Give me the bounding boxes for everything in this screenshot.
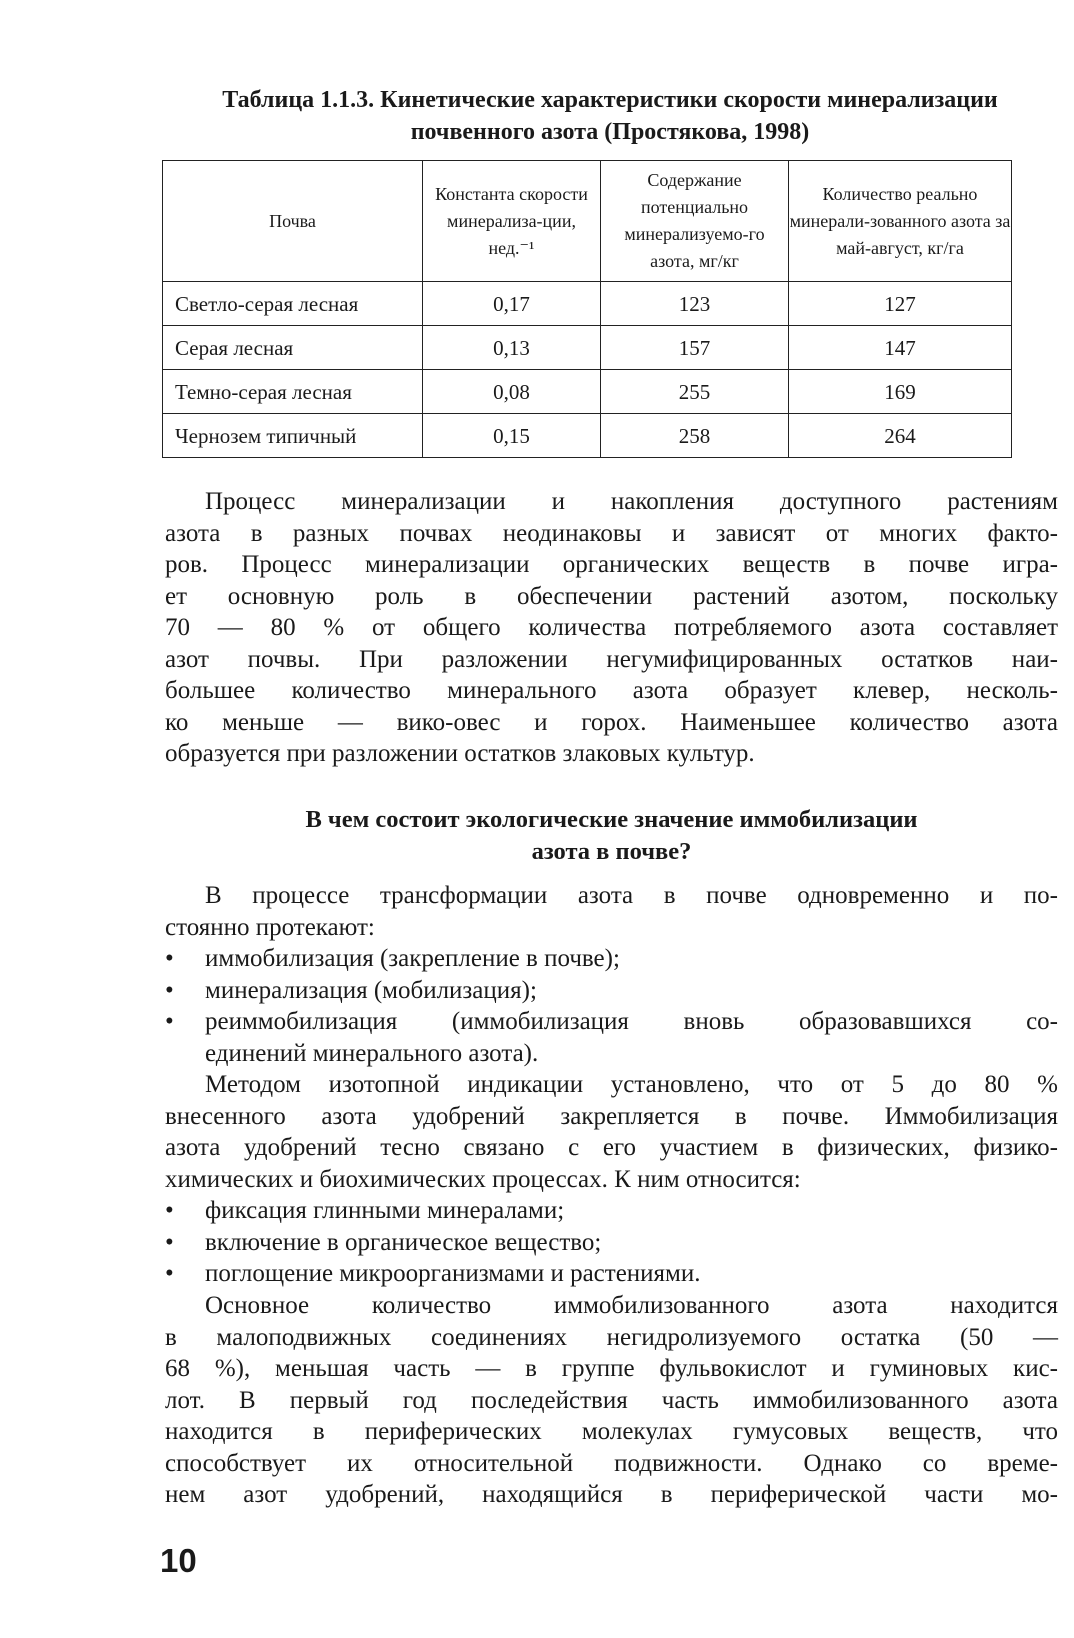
text-line: химических и биохимических процессах. К ним относится:	[165, 1165, 801, 1193]
text-line: образуется при разложении остатков злаковых культур.	[165, 740, 755, 767]
cell-mineralized-nitrogen: 264	[789, 414, 1012, 458]
table-row	[163, 370, 1012, 414]
bullet-list-immobilization	[165, 1195, 1058, 1290]
text-line: в малоподвижных соединениях негидролизуемого остатка (50 —	[165, 1323, 1058, 1351]
text-line: 68 %), меньшая часть — в группе фульвокислот и гуминовых кис-	[165, 1355, 1058, 1382]
cell-mineralized-nitrogen: 127	[789, 282, 1012, 326]
text-line: ров. Процесс минерализации органических веществ в почве игра-	[165, 551, 1058, 578]
cell-soil: Светло-серая лесная	[163, 282, 423, 326]
text-line: ко меньше — вико-овес и горох. Наименьшее количество азота	[165, 708, 1058, 736]
text-line: 70 — 80 % от общего количества потребляемого азота составляет	[165, 614, 1058, 641]
cell-potential-nitrogen: 258	[601, 414, 789, 458]
text-line: азота удобрений тесно связано с его участием в физических, физико-	[165, 1134, 1058, 1161]
table-row	[163, 326, 1012, 370]
cell-potential-nitrogen: 157	[601, 326, 789, 370]
cell-mineralized-nitrogen: 147	[789, 326, 1012, 370]
list-item-text: поглощение микроорганизмами и растениями.	[205, 1260, 701, 1287]
bullet-list-processes	[165, 943, 1058, 1069]
list-item	[165, 1227, 1058, 1259]
text-line: стоянно протекают:	[165, 913, 375, 941]
text-line: Методом изотопной индикации установлено, что от 5 до 80 %	[205, 1071, 1058, 1098]
list-item-text: минерализация (мобилизация);	[205, 976, 537, 1004]
bullet-icon: •	[165, 945, 174, 972]
list-item	[165, 943, 1058, 975]
page-number: 10	[160, 1542, 197, 1579]
bullet-icon: •	[165, 976, 174, 1004]
header-mineralized-nitrogen: Количество реально минерали-зованного азота за май-август, кг/га	[789, 161, 1012, 282]
text-line: находится в периферических молекулах гумусовых веществ, что	[165, 1418, 1058, 1445]
table-caption-line: почвенного азота (Простякова, 1998)	[410, 119, 810, 145]
paragraph-immobilized-nitrogen	[165, 1290, 1058, 1511]
table-header-row	[163, 161, 1012, 282]
list-item-text: реиммобилизация (иммобилизация вновь образовавшихся со-	[205, 1008, 1058, 1035]
cell-mineralized-nitrogen: 169	[789, 370, 1012, 414]
table-caption	[160, 84, 1060, 148]
text-line: способствует их относительной подвижности. Однако со време-	[165, 1449, 1058, 1477]
section-heading-line: азота в почве?	[531, 838, 692, 865]
cell-soil: Серая лесная	[163, 326, 423, 370]
table-row	[163, 414, 1012, 458]
cell-potential-nitrogen: 255	[601, 370, 789, 414]
text-line: В процессе трансформации азота в почве одновременно и по-	[205, 882, 1058, 909]
paragraph-transformation	[165, 880, 1058, 943]
section-heading	[165, 804, 1058, 868]
section-heading-line: В чем состоит экологические значение иммобилизации	[305, 806, 918, 833]
cell-rate-constant: 0,08	[423, 370, 601, 414]
text-line: азот почвы. При разложении негумифицированных остатков наи-	[165, 645, 1058, 673]
list-item-text: единений минерального азота).	[205, 1039, 539, 1067]
header-potential-nitrogen: Содержание потенциально минерализуемо-го азота, мг/кг	[601, 161, 789, 282]
table-row	[163, 282, 1012, 326]
cell-rate-constant: 0,13	[423, 326, 601, 370]
text-line: азота в разных почвах неодинаковы и зависят от многих факто-	[165, 519, 1058, 547]
table-caption-line: Таблица 1.1.3. Кинетические характеристики скорости минерализации	[222, 87, 998, 113]
bullet-icon: •	[165, 1008, 174, 1035]
cell-soil: Темно-серая лесная	[163, 370, 423, 414]
text-line: нем азот удобрений, находящийся в периферической части мо-	[165, 1481, 1058, 1508]
bullet-icon: •	[165, 1197, 174, 1224]
list-item	[165, 1006, 1058, 1069]
paragraph-isotope	[165, 1069, 1058, 1195]
text-line: Основное количество иммобилизованного азота находится	[205, 1292, 1058, 1319]
paragraph-mineralization	[165, 486, 1058, 770]
header-soil: Почва	[163, 161, 423, 282]
list-item-text: иммобилизация (закрепление в почве);	[205, 945, 620, 972]
text-line: лот. В первый год последействия часть иммобилизованного азота	[165, 1386, 1058, 1414]
mineralization-table	[162, 160, 1012, 458]
list-item	[165, 975, 1058, 1007]
header-rate-constant: Константа скорости минерализа-ции, нед.⁻¹	[423, 161, 601, 282]
list-item-text: включение в органическое вещество;	[205, 1228, 602, 1256]
list-item-text: фиксация глинными минералами;	[205, 1197, 565, 1224]
text-line: ет основную роль в обеспечении растений азотом, поскольку	[165, 582, 1058, 610]
bullet-icon: •	[165, 1228, 174, 1256]
text-line: внесенного азота удобрений закрепляется в почве. Иммобилизация	[165, 1102, 1058, 1130]
text-line: Процесс минерализации и накопления доступного растениям	[205, 488, 1058, 515]
cell-potential-nitrogen: 123	[601, 282, 789, 326]
bullet-icon: •	[165, 1260, 174, 1287]
cell-rate-constant: 0,15	[423, 414, 601, 458]
cell-soil: Чернозем типичный	[163, 414, 423, 458]
list-item	[165, 1195, 1058, 1227]
list-item	[165, 1258, 1058, 1290]
cell-rate-constant: 0,17	[423, 282, 601, 326]
text-line: большее количество минерального азота образует клевер, несколь-	[165, 677, 1058, 704]
